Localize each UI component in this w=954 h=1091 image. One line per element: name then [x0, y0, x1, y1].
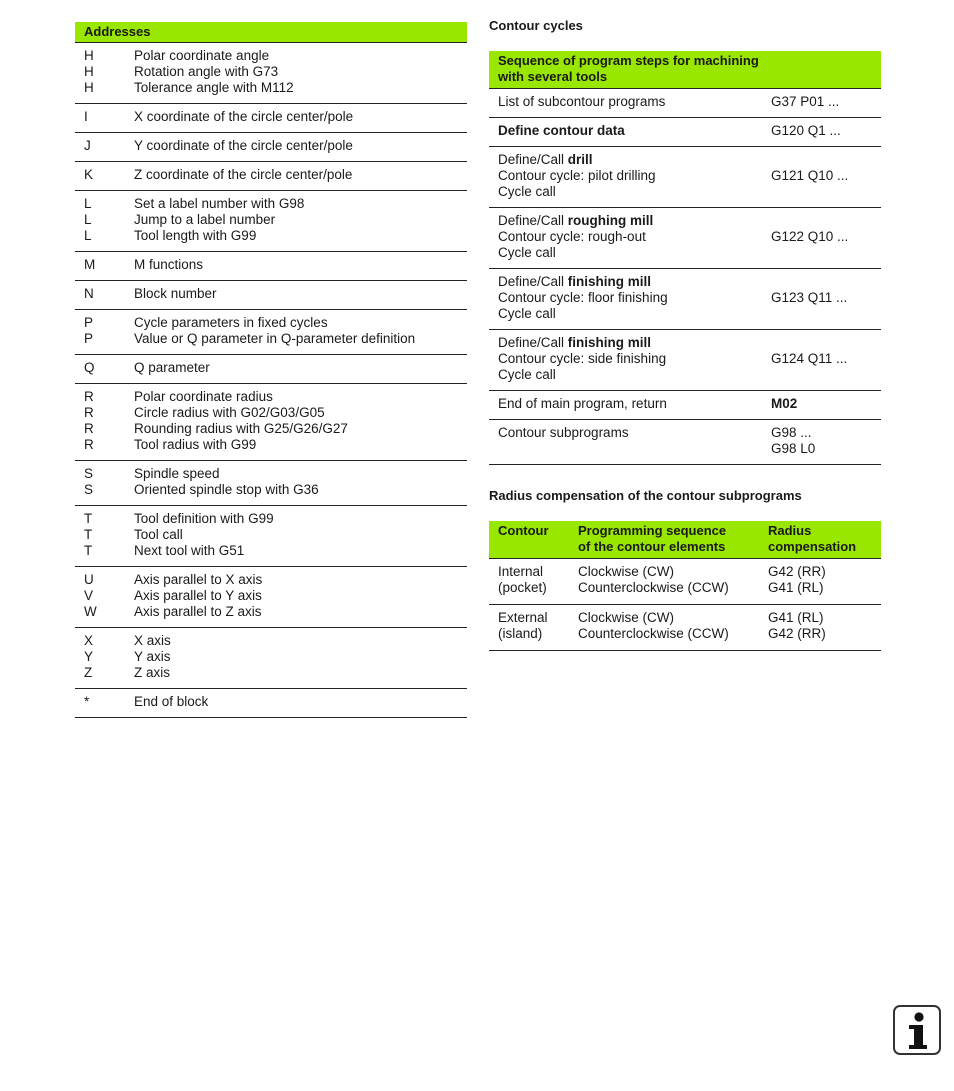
address-line	[75, 286, 467, 302]
address-row	[75, 252, 467, 281]
address-description: Y coordinate of the circle center/pole	[134, 138, 353, 153]
address-description: Cycle parameters in fixed cycles	[134, 315, 328, 330]
sequence-text: roughing mill	[567, 213, 654, 228]
address-line	[75, 228, 467, 244]
contour-sequence-table	[489, 51, 881, 465]
sequence-code	[771, 94, 881, 110]
sequence-text: finishing mill	[567, 335, 652, 350]
address-description: Tool definition with G99	[134, 511, 274, 526]
address-row	[75, 104, 467, 133]
address-letter: Z	[84, 665, 93, 680]
address-line	[75, 482, 467, 498]
sequence-line	[498, 213, 771, 229]
address-description: Tolerance angle with M112	[134, 80, 294, 95]
address-line	[75, 421, 467, 437]
radius-comp-header-line: Contour	[498, 523, 549, 538]
address-letter: S	[84, 466, 94, 481]
radius-comp-header-cell	[489, 523, 578, 555]
address-row	[75, 384, 467, 461]
address-description: Tool length with G99	[134, 228, 257, 243]
sequence-row	[489, 89, 881, 118]
sequence-code	[771, 213, 881, 261]
address-line	[75, 360, 467, 376]
sequence-code-line: G123 Q11 ...	[771, 290, 848, 305]
address-letter: R	[84, 405, 94, 420]
sequence-code	[771, 425, 881, 457]
address-line	[75, 109, 467, 125]
sequence-row	[489, 147, 881, 208]
address-description: Next tool with G51	[134, 543, 245, 558]
radius-comp-cell	[489, 610, 578, 642]
sequence-header	[489, 51, 881, 89]
sequence-body	[489, 89, 881, 465]
sequence-text: Cycle call	[498, 367, 556, 382]
sequence-code-line: G122 Q10 ...	[771, 229, 849, 244]
radius-comp-line: G42 (RR)	[768, 564, 826, 579]
sequence-row	[489, 269, 881, 330]
address-line	[75, 694, 467, 710]
address-description: Tool call	[134, 527, 183, 542]
address-letter: Q	[84, 360, 95, 375]
address-letter: W	[84, 604, 97, 619]
sequence-description	[489, 274, 771, 322]
address-line	[75, 511, 467, 527]
address-description: Q parameter	[134, 360, 210, 375]
address-line	[75, 196, 467, 212]
address-description: Y axis	[134, 649, 171, 664]
sequence-text: Contour subprograms	[498, 425, 629, 440]
sequence-text: Define/Call	[498, 335, 568, 350]
radius-comp-header-line: of the contour elements	[578, 539, 726, 554]
address-row	[75, 355, 467, 384]
sequence-code-line: G121 Q10 ...	[771, 168, 849, 183]
sequence-text: End of main program, return	[498, 396, 667, 411]
address-description: Value or Q parameter in Q-parameter definition	[134, 331, 416, 346]
address-letter: H	[84, 48, 94, 63]
sequence-code-line: G98 L0	[771, 441, 816, 456]
sequence-row	[489, 420, 881, 465]
radius-comp-header-line: Programming sequence	[578, 523, 727, 538]
sequence-line	[498, 367, 771, 383]
address-letter: I	[84, 109, 88, 124]
sequence-text: Contour cycle: rough-out	[498, 229, 646, 244]
address-letter: S	[84, 482, 94, 497]
address-line	[75, 315, 467, 331]
address-row	[75, 281, 467, 310]
address-line	[75, 466, 467, 482]
sequence-line	[498, 245, 771, 261]
address-letter: J	[84, 138, 91, 153]
address-description: Tool radius with G99	[134, 437, 257, 452]
sequence-code-line: M02	[771, 396, 798, 411]
sequence-row	[489, 391, 881, 420]
sequence-text: finishing mill	[567, 274, 652, 289]
sequence-header-line1: Sequence of program steps for machining	[498, 53, 759, 68]
sequence-code	[771, 274, 881, 322]
radius-comp-cell	[768, 564, 881, 596]
address-row	[75, 567, 467, 628]
address-line	[75, 389, 467, 405]
address-letter: X	[84, 633, 94, 648]
radius-comp-header-line: Radius	[768, 523, 812, 538]
address-description: Set a label number with G98	[134, 196, 305, 211]
address-line	[75, 437, 467, 453]
sequence-text: List of subcontour programs	[498, 94, 666, 109]
sequence-code-line: G98 ...	[771, 425, 812, 440]
sequence-description	[489, 123, 771, 139]
sequence-code	[771, 152, 881, 200]
sequence-line	[498, 274, 771, 290]
radius-comp-row	[489, 605, 881, 651]
sequence-description	[489, 94, 771, 110]
sequence-code	[771, 335, 881, 383]
address-description: Rounding radius with G25/G26/G27	[134, 421, 348, 436]
address-row	[75, 689, 467, 718]
sequence-row	[489, 118, 881, 147]
sequence-text: Contour cycle: pilot drilling	[498, 168, 656, 183]
address-description: X axis	[134, 633, 171, 648]
sequence-description	[489, 335, 771, 383]
address-letter: P	[84, 315, 94, 330]
radius-comp-header-cell	[768, 523, 881, 555]
address-letter: M	[84, 257, 96, 272]
sequence-line	[498, 152, 771, 168]
address-letter: T	[84, 543, 93, 558]
address-line	[75, 588, 467, 604]
sequence-line	[498, 425, 771, 441]
address-letter: Y	[84, 649, 94, 664]
address-description: Axis parallel to Z axis	[134, 604, 262, 619]
address-letter: R	[84, 421, 94, 436]
radius-comp-body	[489, 559, 881, 651]
address-description: Circle radius with G02/G03/G05	[134, 405, 325, 420]
address-line	[75, 405, 467, 421]
address-description: Polar coordinate radius	[134, 389, 273, 404]
address-line	[75, 138, 467, 154]
sequence-description	[489, 396, 771, 412]
address-letter: U	[84, 572, 94, 587]
radius-comp-line: G41 (RL)	[768, 610, 824, 625]
sequence-text: Define contour data	[498, 123, 625, 138]
sequence-text: Define/Call	[498, 274, 568, 289]
sequence-line	[498, 94, 771, 110]
sequence-description	[489, 213, 771, 261]
sequence-line	[498, 229, 771, 245]
sequence-line	[498, 123, 771, 139]
sequence-line	[498, 184, 771, 200]
sequence-text: Define/Call	[498, 152, 568, 167]
address-row	[75, 162, 467, 191]
sequence-text: Cycle call	[498, 306, 556, 321]
radius-comp-line: (pocket)	[498, 580, 547, 595]
address-row	[75, 191, 467, 252]
radius-comp-cell	[578, 610, 768, 642]
address-description: Z axis	[134, 665, 171, 680]
sequence-header-line2: with several tools	[498, 69, 608, 84]
sequence-code-line: G37 P01 ...	[771, 94, 840, 109]
addresses-table	[75, 22, 467, 718]
address-description: X coordinate of the circle center/pole	[134, 109, 354, 124]
address-letter: K	[84, 167, 94, 182]
radius-comp-line: G41 (RL)	[768, 580, 824, 595]
address-letter: L	[84, 196, 92, 211]
address-line	[75, 572, 467, 588]
radius-comp-header	[489, 521, 881, 559]
sequence-text: Cycle call	[498, 245, 556, 260]
address-line	[75, 257, 467, 273]
radius-comp-table	[489, 521, 881, 651]
sequence-code-line: G124 Q11 ...	[771, 351, 848, 366]
address-line	[75, 167, 467, 183]
address-row	[75, 133, 467, 162]
addresses-body	[75, 43, 467, 718]
address-row	[75, 461, 467, 506]
radius-comp-line: Internal	[498, 564, 544, 579]
address-letter: L	[84, 212, 92, 227]
address-letter: H	[84, 64, 94, 79]
address-line	[75, 527, 467, 543]
radius-comp-title: Radius compensation of the contour subprograms	[489, 488, 802, 503]
radius-comp-line: Clockwise (CW)	[578, 610, 674, 625]
sequence-text: Define/Call	[498, 213, 568, 228]
sequence-line	[498, 168, 771, 184]
radius-comp-line: Clockwise (CW)	[578, 564, 674, 579]
radius-comp-line: External	[498, 610, 548, 625]
address-description: Spindle speed	[134, 466, 220, 481]
address-row	[75, 628, 467, 689]
radius-comp-line: Counterclockwise (CCW)	[578, 626, 729, 641]
address-letter: T	[84, 527, 93, 542]
address-row	[75, 43, 467, 104]
address-letter: L	[84, 228, 92, 243]
addresses-header: Addresses	[75, 22, 467, 43]
sequence-line	[498, 335, 771, 351]
address-line	[75, 633, 467, 649]
address-line	[75, 543, 467, 559]
address-line	[75, 331, 467, 347]
sequence-code-line: G120 Q1 ...	[771, 123, 841, 138]
sequence-description	[489, 425, 771, 457]
sequence-line	[498, 306, 771, 322]
sequence-line	[498, 351, 771, 367]
radius-comp-line: (island)	[498, 626, 543, 641]
address-row	[75, 506, 467, 567]
sequence-row	[489, 330, 881, 391]
address-description: Oriented spindle stop with G36	[134, 482, 319, 497]
sequence-text: drill	[567, 152, 593, 167]
address-line	[75, 665, 467, 681]
radius-comp-cell	[489, 564, 578, 596]
info-icon	[893, 1005, 941, 1055]
sequence-code	[771, 123, 881, 139]
sequence-text: Contour cycle: floor finishing	[498, 290, 668, 305]
sequence-line	[498, 396, 771, 412]
address-letter: P	[84, 331, 94, 346]
address-description: Polar coordinate angle	[134, 48, 270, 63]
address-line	[75, 64, 467, 80]
radius-comp-row	[489, 559, 881, 605]
address-line	[75, 80, 467, 96]
address-line	[75, 604, 467, 620]
sequence-description	[489, 152, 771, 200]
address-letter: R	[84, 437, 94, 452]
address-description: End of block	[134, 694, 209, 709]
radius-comp-line: Counterclockwise (CCW)	[578, 580, 729, 595]
sequence-code	[771, 396, 881, 412]
address-description: Axis parallel to Y axis	[134, 588, 262, 603]
radius-comp-header-line: compensation	[768, 539, 857, 554]
address-line	[75, 649, 467, 665]
address-letter: T	[84, 511, 93, 526]
contour-cycles-title: Contour cycles	[489, 18, 583, 33]
address-description: Block number	[134, 286, 217, 301]
address-description: Jump to a label number	[134, 212, 276, 227]
address-description: Z coordinate of the circle center/pole	[134, 167, 353, 182]
address-line	[75, 212, 467, 228]
address-description: Axis parallel to X axis	[134, 572, 263, 587]
radius-comp-cell	[578, 564, 768, 596]
address-letter: H	[84, 80, 94, 95]
address-letter: N	[84, 286, 94, 301]
address-letter: R	[84, 389, 94, 404]
sequence-text: Cycle call	[498, 184, 556, 199]
sequence-text: Contour cycle: side finishing	[498, 351, 667, 366]
address-letter: *	[84, 694, 90, 709]
radius-comp-cell	[768, 610, 881, 642]
address-description: M functions	[134, 257, 204, 272]
address-description: Rotation angle with G73	[134, 64, 279, 79]
address-letter: V	[84, 588, 94, 603]
sequence-line	[498, 290, 771, 306]
sequence-row	[489, 208, 881, 269]
address-row	[75, 310, 467, 355]
radius-comp-line: G42 (RR)	[768, 626, 826, 641]
radius-comp-header-cell	[578, 523, 768, 555]
address-line	[75, 48, 467, 64]
